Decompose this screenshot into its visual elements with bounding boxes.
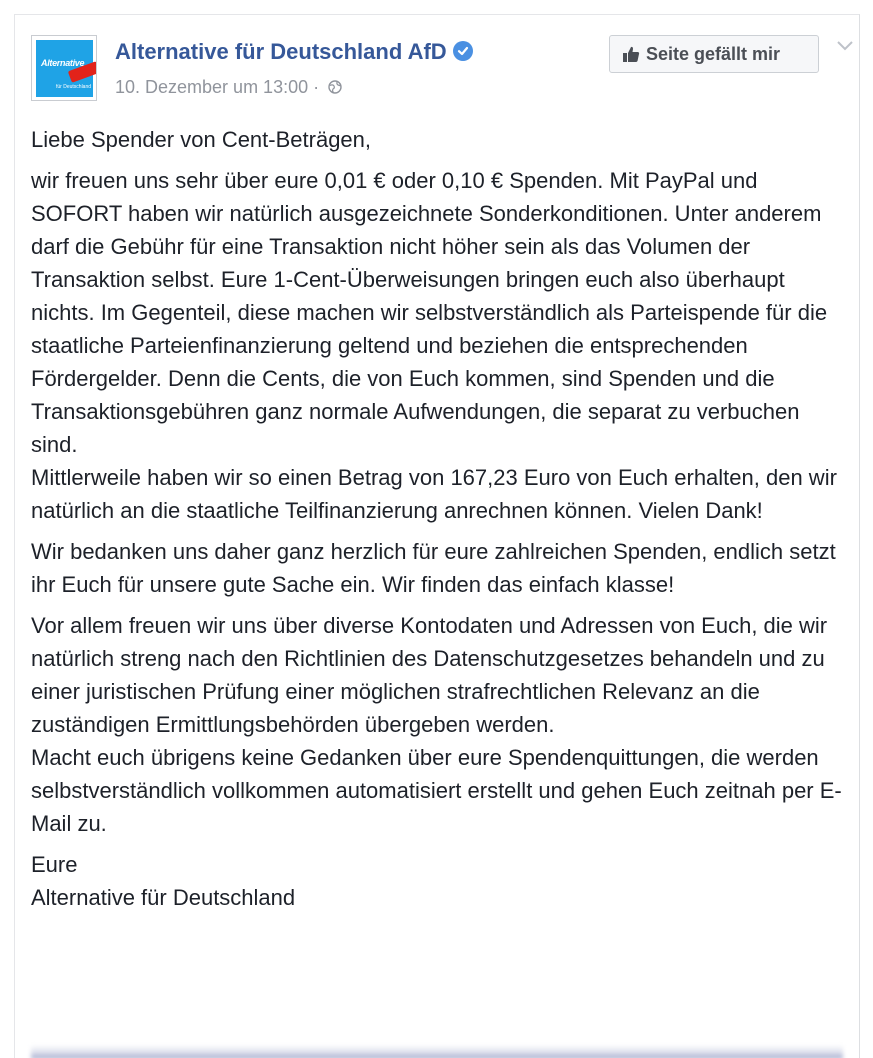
post-meta [115, 77, 342, 98]
globe-icon[interactable] [328, 80, 342, 94]
avatar-logo [36, 40, 93, 97]
post-paragraph-greeting: Liebe Spender von Cent-Beträgen, [31, 127, 372, 152]
post-body [31, 123, 849, 922]
post-paragraph-thanks: Wir bedanken uns daher ganz herzlich für eure zahlreichen Spenden, endlich setzt ihr Euch für unsere gute Sache ein. Wir finden das einfach klasse! [31, 539, 836, 597]
cropped-image-strip [31, 1045, 843, 1058]
post-paragraph-signature: Eure Alternative für Deutschland [31, 852, 296, 910]
like-button-label: Seite gefällt mir [646, 43, 781, 64]
page-avatar[interactable] [31, 35, 97, 101]
avatar-logo-text: Alternative [41, 58, 85, 68]
post-paragraph-data: Vor allem freuen wir uns über diverse Kontodaten und Adressen von Euch, die wir natürlich streng nach den Richtlinien des Datenschutzgesetzes behandeln und zu einer juristischen Prüfung einer möglichen strafrechtlichen Relevanz an die zuständigen Ermittlungsbehörden übergeben werden. Macht euch übrigens keine Gedanken über eure Spendenquittungen, die werden selbstverständlich vollkommen automatisiert erstellt und gehen Euch zeitnah per E-Mail zu. [31, 613, 842, 836]
post-timestamp[interactable]: 10. Dezember um 13:00 · [115, 77, 320, 97]
like-page-button[interactable] [609, 35, 819, 73]
page-name-link[interactable] [115, 39, 473, 65]
post-card [14, 14, 860, 1058]
chevron-down-icon[interactable] [835, 39, 855, 53]
avatar-logo-subtext: für Deutschland [56, 84, 92, 90]
thumbs-up-icon [622, 45, 640, 63]
post-paragraph-donations: wir freuen uns sehr über eure 0,01 € oder 0,10 € Spenden. Mit PayPal und SOFORT haben wir natürlich ausgezeichnete Sonderkonditionen. Unter anderem darf die Gebühr für eine Transaktion nicht höher sein als das Volumen der Transaktion selbst. Eure 1-Cent-Überweisungen bringen euch also überhaupt nichts. Im Gegenteil, diese machen wir selbstverständlich als Parteispende für die staatliche Parteienfinanzierung geltend und beziehen die entsprechenden Fördergelder. Denn die Cents, die von Euch kommen, sind Spenden und die Transaktionsgebühren ganz normale Aufwendungen, die separat zu verbuchen sind. Mittlerweile haben wir so einen Betrag von 167,23 Euro von Euch erhalten, den wir natürlich an die staatliche Teilfinanzierung anrechnen können. Vielen Dank! [31, 168, 837, 523]
page-name-text[interactable]: Alternative für Deutschland AfD [115, 39, 447, 64]
verified-badge-icon [453, 41, 473, 61]
post-header [31, 35, 843, 105]
